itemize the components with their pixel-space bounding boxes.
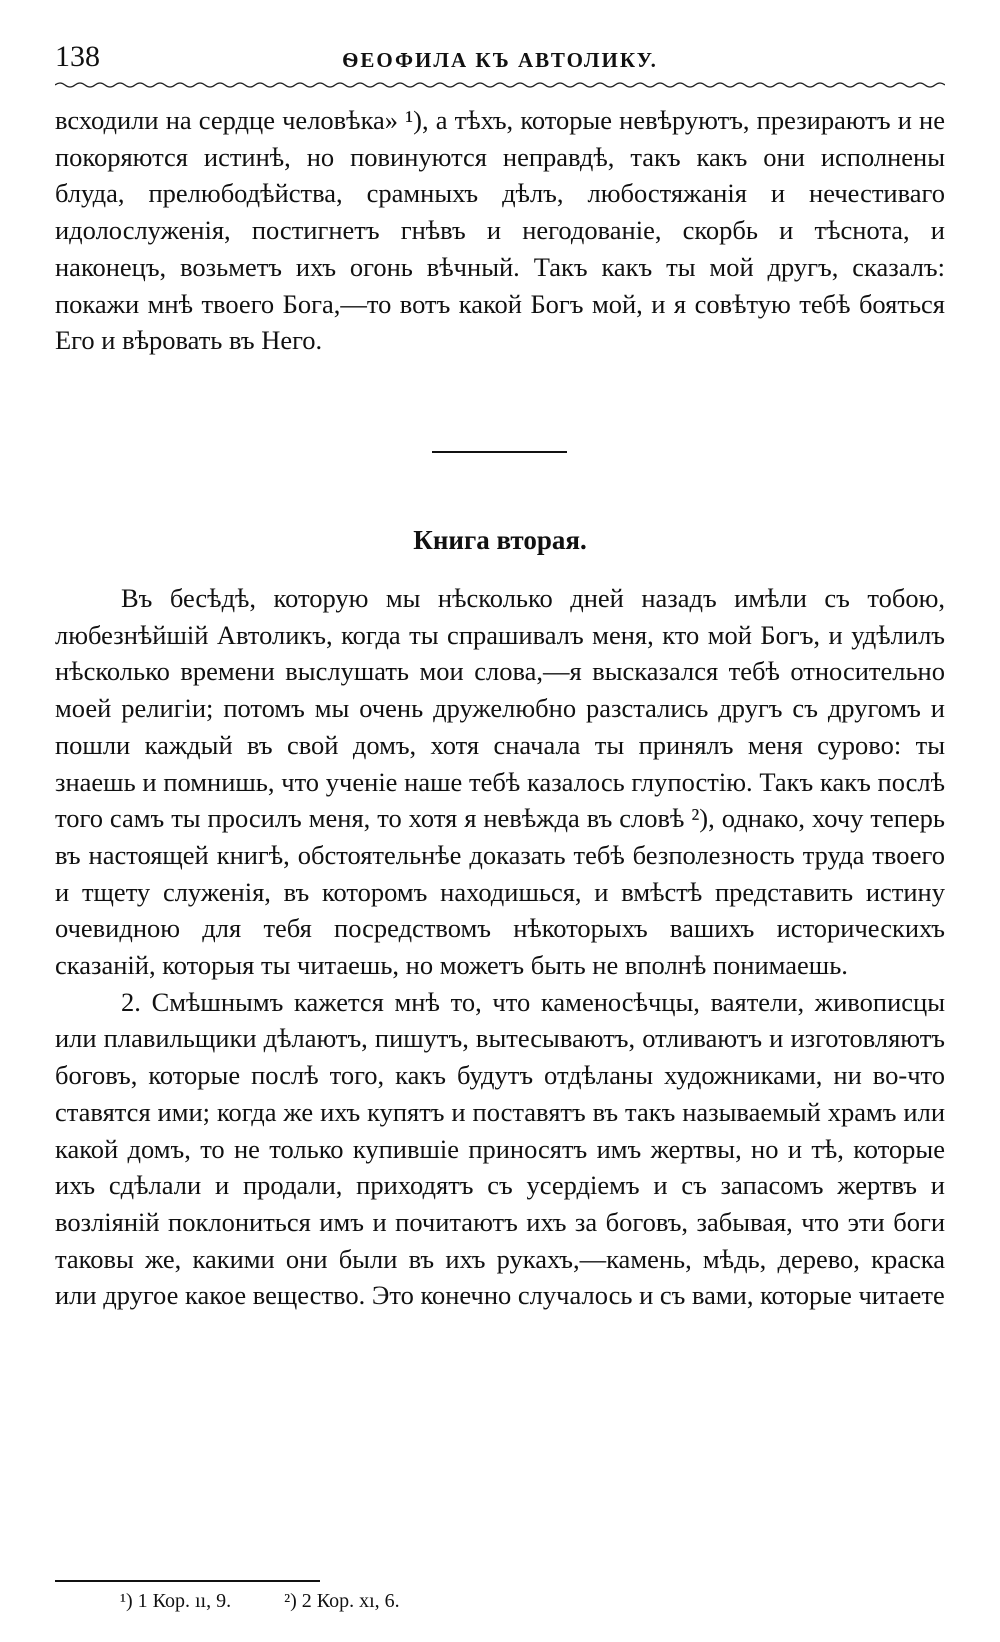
footnote-rule <box>55 1580 320 1582</box>
main-text <box>55 580 945 1314</box>
paragraph-2: 2. Смѣшнымъ кажется мнѣ то, что каменосѣчцы, ваятели, живописцы или плавильщики дѣлаютъ, пишутъ, вытесываютъ, отливаютъ и изготовляютъ боговъ, которые послѣ того, какъ будутъ отдѣланы художниками, ни во-что ставятся ими; когда же ихъ купятъ и поставятъ въ такъ называемый храмъ или какой домъ, то не только купившіе приносятъ имъ жертвы, но и тѣ, которые ихъ сдѣлали и продали, приходятъ съ усердіемъ и съ запасомъ жертвъ и возліяній поклониться имъ и почитаютъ ихъ за боговъ, забывая, что эти боги таковы же, какими они были въ ихъ рукахъ,—камень, мѣдь, дерево, краска или другое какое вещество. Это конечно случалось и съ вами, которые читаете <box>55 986 945 1311</box>
paragraph-text: всходили на сердце человѣка» ¹), а тѣхъ, которые невѣруютъ, презираютъ и не покоряются истинѣ, но повинуются неправдѣ, такъ какъ они исполнены блуда, прелюбодѣйства, срамныхъ дѣлъ, любостяжанія и нечестиваго идолослуженія, постигнетъ гнѣвъ и негодованіе, скорбь и тѣснота, и наконецъ, возьметъ ихъ огонь вѣчный. Такъ какъ ты мой другъ, сказалъ: покажи мнѣ твоего Бога,—то вотъ какой Богъ мой, и я совѣтую тебѣ бояться Его и вѣровать въ Него. <box>55 105 945 356</box>
section-separator <box>432 451 567 453</box>
footnote-2: ²) 2 Кор. xı, 6. <box>284 1590 400 1612</box>
page-number: 138 <box>55 40 100 73</box>
header-wavy-rule <box>55 80 945 90</box>
paragraph-1: Въ бесѣдѣ, которую мы нѣсколько дней назадъ имѣли съ тобою, любезнѣйшій Автоликъ, когда ты спрашивалъ меня, кто мой Богъ, и удѣлилъ нѣсколько времени выслушать мои слова,—я высказался тебѣ относительно моей религіи; потомъ мы очень дружелюбно разстались другъ съ другомъ и пошли каждый въ свой домъ, хотя сначала ты принялъ меня сурово: ты знаешь и помнишь, что ученіе наше тебѣ казалось глупостію. Такъ какъ послѣ того самъ ты просилъ меня, то хотя я невѣжда въ словѣ ²), однако, хочу теперь въ настоящей книгѣ, обстоятельнѣе доказать тебѣ безполезность труда твоего и тщету служенія, въ которомъ находишься, и вмѣстѣ представить истину очевидною для тебя посредствомъ нѣкоторыхъ вашихъ историческихъ сказаній, которыя ты читаешь, но можетъ быть не вполнѣ понимаешь. <box>55 583 945 981</box>
footnotes <box>120 1590 448 1613</box>
running-title: ѲЕОФИЛА КЪ АВТОЛИКУ. <box>342 48 658 72</box>
footnote-1: ¹) 1 Кор. ıı, 9. <box>120 1590 232 1612</box>
page-header <box>55 40 945 80</box>
continued-paragraph <box>55 102 945 359</box>
book-heading: Книга вторая. <box>413 525 587 555</box>
